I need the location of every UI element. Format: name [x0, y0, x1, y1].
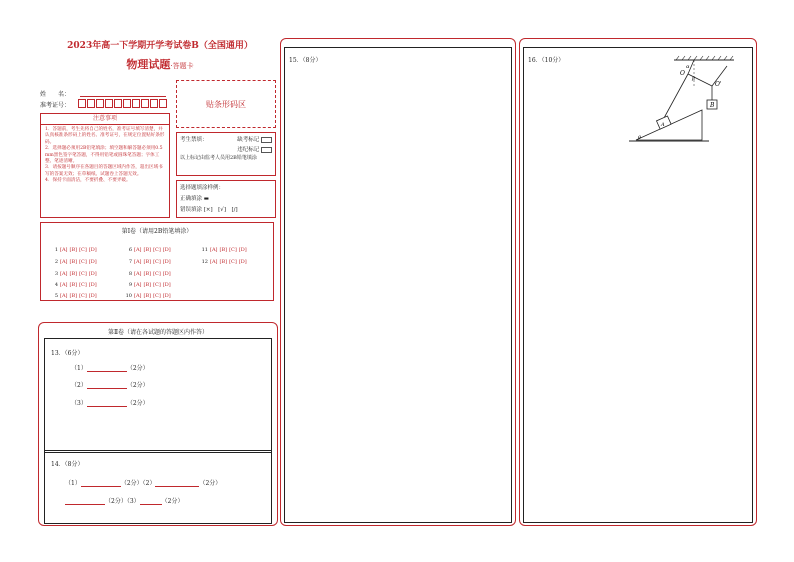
- mc-option-bubble[interactable]: [C]: [79, 271, 87, 277]
- q13-label: 13．（6分）: [51, 350, 84, 357]
- wrong-fill-marks: [×] [√] [/]: [203, 207, 238, 213]
- exam-id-label: 准考证号：: [40, 102, 71, 109]
- note-item: 4．保持卡面清洁，不要折叠、不要弄破。: [45, 178, 131, 184]
- mc-option-bubble[interactable]: [B]: [143, 293, 152, 299]
- mc-question-9: [123, 282, 173, 288]
- name-label: 姓 名：: [40, 91, 71, 98]
- mc-option-bubble[interactable]: [B]: [143, 247, 152, 253]
- q15-label: 15．（8分）: [289, 57, 322, 64]
- mc-option-bubble[interactable]: [C]: [79, 293, 87, 299]
- q14-score-1: （2分）: [120, 480, 143, 487]
- mc-option-bubble[interactable]: [B]: [143, 259, 152, 265]
- mc-question-7: [123, 259, 173, 265]
- q14-blank-3[interactable]: [65, 498, 105, 505]
- q14-answer-area[interactable]: [44, 450, 272, 524]
- mc-option-bubble[interactable]: [C]: [153, 271, 161, 277]
- q13-blank-3[interactable]: [87, 400, 127, 407]
- note-item: 1．答题前，考生先将自己的姓名，准考证号填写清楚，并认真核准条形码上的姓名、准考证号，在规定位置贴好条形码。: [45, 127, 165, 145]
- q16-section: [519, 38, 757, 526]
- note-item: 3．请按题号顺序在各题目的答题区域内作答，超出区域书写的答案无效；在草稿纸、试题卷上答题无效。: [45, 165, 163, 177]
- mc-option-bubble[interactable]: [A]: [210, 259, 218, 265]
- mc-option-bubble[interactable]: [D]: [162, 271, 171, 277]
- mc-option-bubble[interactable]: [D]: [238, 259, 247, 265]
- q13-blank-score: （2分）: [126, 365, 149, 372]
- section2: [40, 322, 276, 526]
- mc-question-number: 10: [125, 293, 132, 299]
- mc-question-number: 4: [54, 282, 58, 288]
- note-item: 2．选择题必须用2B铅笔填涂；填空题和解答题必须用0.5 mm黑色签字笔答题，不得用铅笔或圆珠笔答题；字体工整、笔迹清晰。: [45, 146, 163, 165]
- mc-question-number: 12: [201, 259, 208, 265]
- mc-option-bubble[interactable]: [A]: [60, 282, 68, 288]
- mc-option-bubble[interactable]: [A]: [60, 293, 68, 299]
- q14-blank-1[interactable]: [81, 480, 121, 487]
- q13-answer-area[interactable]: [44, 338, 272, 453]
- label-alpha: α: [686, 64, 690, 70]
- mc-question-number: 7: [128, 259, 132, 265]
- mc-option-bubble[interactable]: [D]: [88, 259, 97, 265]
- mc-option-bubble[interactable]: [A]: [60, 271, 68, 277]
- mc-option-bubble[interactable]: [B]: [69, 271, 78, 277]
- q14-score-2: （2分）: [199, 480, 222, 487]
- q15-answer-area[interactable]: [284, 47, 512, 523]
- q13-blank-score: （2分）: [126, 382, 149, 389]
- mc-option-bubble[interactable]: [D]: [162, 282, 171, 288]
- correct-fill-mark: ▬: [203, 196, 209, 202]
- mc-question-8: [123, 271, 173, 277]
- mc-option-bubble[interactable]: [D]: [88, 271, 97, 277]
- mc-option-bubble[interactable]: [D]: [162, 259, 171, 265]
- mc-option-bubble[interactable]: [A]: [134, 282, 142, 288]
- mc-question-number: 1: [54, 247, 58, 253]
- q14-blank-2[interactable]: [155, 480, 199, 487]
- mc-question-number: 8: [128, 271, 132, 277]
- mc-option-bubble[interactable]: [C]: [79, 282, 87, 288]
- label-theta: θ: [638, 135, 642, 141]
- mc-option-bubble[interactable]: [B]: [69, 247, 78, 253]
- mc-option-bubble[interactable]: [C]: [79, 259, 87, 265]
- q14-num-3: （3）: [126, 498, 140, 505]
- mc-question-6: [123, 247, 173, 253]
- mc-option-bubble[interactable]: [D]: [88, 293, 97, 299]
- proctor-note: 以上标记由监考人员用2B铅笔填涂: [180, 155, 257, 161]
- mc-option-bubble[interactable]: [C]: [229, 259, 237, 265]
- section1-heading: 第Ⅰ卷（请用2B铅笔填涂）: [121, 228, 193, 235]
- mc-option-bubble[interactable]: [C]: [79, 247, 87, 253]
- mc-option-bubble[interactable]: [A]: [60, 259, 68, 265]
- mc-option-bubble[interactable]: [B]: [69, 282, 78, 288]
- mc-option-bubble[interactable]: [C]: [153, 247, 161, 253]
- label-o: O: [680, 70, 685, 77]
- mc-question-number: 5: [54, 293, 58, 299]
- q14-score-3: （2分）: [105, 498, 127, 505]
- mc-question-number: 11: [201, 247, 208, 253]
- mc-option-bubble[interactable]: [B]: [219, 259, 228, 265]
- mc-question-12: [199, 259, 249, 265]
- subject-suffix: ·答题卡: [170, 62, 194, 70]
- wrong-fill-label: 错误填涂: [180, 207, 203, 213]
- ceiling-hatch: [676, 56, 733, 60]
- mc-option-bubble[interactable]: [D]: [88, 247, 97, 253]
- mc-question-2: [49, 259, 99, 265]
- mc-question-11: [199, 247, 249, 253]
- q13-blank-1[interactable]: [87, 365, 127, 372]
- violation-mark-label: 违纪标记: [237, 147, 260, 153]
- notes-heading: 注意事项: [41, 114, 169, 125]
- q16-label: 16．（10分）: [528, 57, 565, 64]
- q14-num-2: （2）: [142, 480, 156, 487]
- section2-heading: 第Ⅱ卷（请在各试题的答题区内作答）: [107, 329, 209, 336]
- mc-option-bubble[interactable]: [B]: [69, 293, 78, 299]
- mc-question-number: 3: [54, 271, 58, 277]
- q15-section: [280, 38, 516, 526]
- mc-question-number: 6: [128, 247, 132, 253]
- barcode-area: 贴条形码区: [176, 80, 276, 128]
- multiple-choice-section: [40, 222, 274, 301]
- label-beta: β: [692, 76, 695, 82]
- fill-example-title: 选择题填涂样例：: [180, 185, 225, 191]
- left-header-area: [38, 38, 278, 218]
- correct-fill-label: 正确填涂: [180, 196, 203, 202]
- q13-blank-2[interactable]: [87, 382, 127, 389]
- mc-option-bubble[interactable]: [A]: [134, 259, 142, 265]
- mc-option-bubble[interactable]: [C]: [153, 293, 161, 299]
- mc-question-5: [49, 293, 99, 299]
- mc-option-bubble[interactable]: [C]: [229, 247, 237, 253]
- label-a: A: [661, 122, 665, 128]
- mc-option-bubble[interactable]: [D]: [88, 282, 97, 288]
- q14-blank-4[interactable]: [140, 498, 162, 505]
- q13-blank-num: （3）: [71, 400, 87, 407]
- q16-answer-area[interactable]: [523, 47, 753, 523]
- mc-option-bubble[interactable]: [A]: [134, 293, 142, 299]
- mc-option-bubble[interactable]: [A]: [134, 247, 142, 253]
- q14-num-1: （1）: [65, 480, 81, 487]
- q14-score-4: （2分）: [161, 498, 184, 505]
- absent-mark-label: 缺考标记: [237, 137, 260, 143]
- subject-name: 物理试题: [126, 58, 171, 71]
- mc-option-bubble[interactable]: [B]: [143, 271, 152, 277]
- mc-option-bubble[interactable]: [B]: [143, 282, 152, 288]
- mc-option-bubble[interactable]: [D]: [162, 293, 171, 299]
- mc-question-3: [49, 271, 99, 277]
- mc-option-bubble[interactable]: [D]: [238, 247, 247, 253]
- q13-blank-score: （2分）: [126, 400, 149, 407]
- mc-option-bubble[interactable]: [A]: [134, 271, 142, 277]
- mc-option-bubble[interactable]: [C]: [153, 259, 161, 265]
- mc-option-bubble[interactable]: [A]: [210, 247, 218, 253]
- mc-question-number: 2: [54, 259, 58, 265]
- mc-option-bubble[interactable]: [B]: [219, 247, 228, 253]
- mc-question-number: 9: [128, 282, 132, 288]
- mc-option-bubble[interactable]: [D]: [162, 247, 171, 253]
- mc-option-bubble[interactable]: [C]: [153, 282, 161, 288]
- mc-option-bubble[interactable]: [B]: [69, 259, 78, 265]
- string-to-a: [664, 74, 688, 118]
- exam-title: 2023年高一下学期开学考试卷B（全国通用）: [67, 41, 253, 51]
- q13-blank-num: （1）: [71, 365, 87, 372]
- q16-physics-diagram: [524, 48, 754, 148]
- mc-question-1: [49, 247, 99, 253]
- label-b: B: [710, 102, 715, 109]
- q14-label: 14．（8分）: [51, 461, 84, 468]
- q13-blank-num: （2）: [71, 382, 87, 389]
- mc-question-4: [49, 282, 99, 288]
- absence-marks-box: 考生禁填： 缺考标记 违纪标记 以上标记由监考人员用2B铅笔填涂: [176, 132, 276, 176]
- mc-option-bubble[interactable]: [A]: [60, 247, 68, 253]
- mc-question-10: [123, 293, 173, 299]
- label-o-prime: O': [715, 81, 722, 88]
